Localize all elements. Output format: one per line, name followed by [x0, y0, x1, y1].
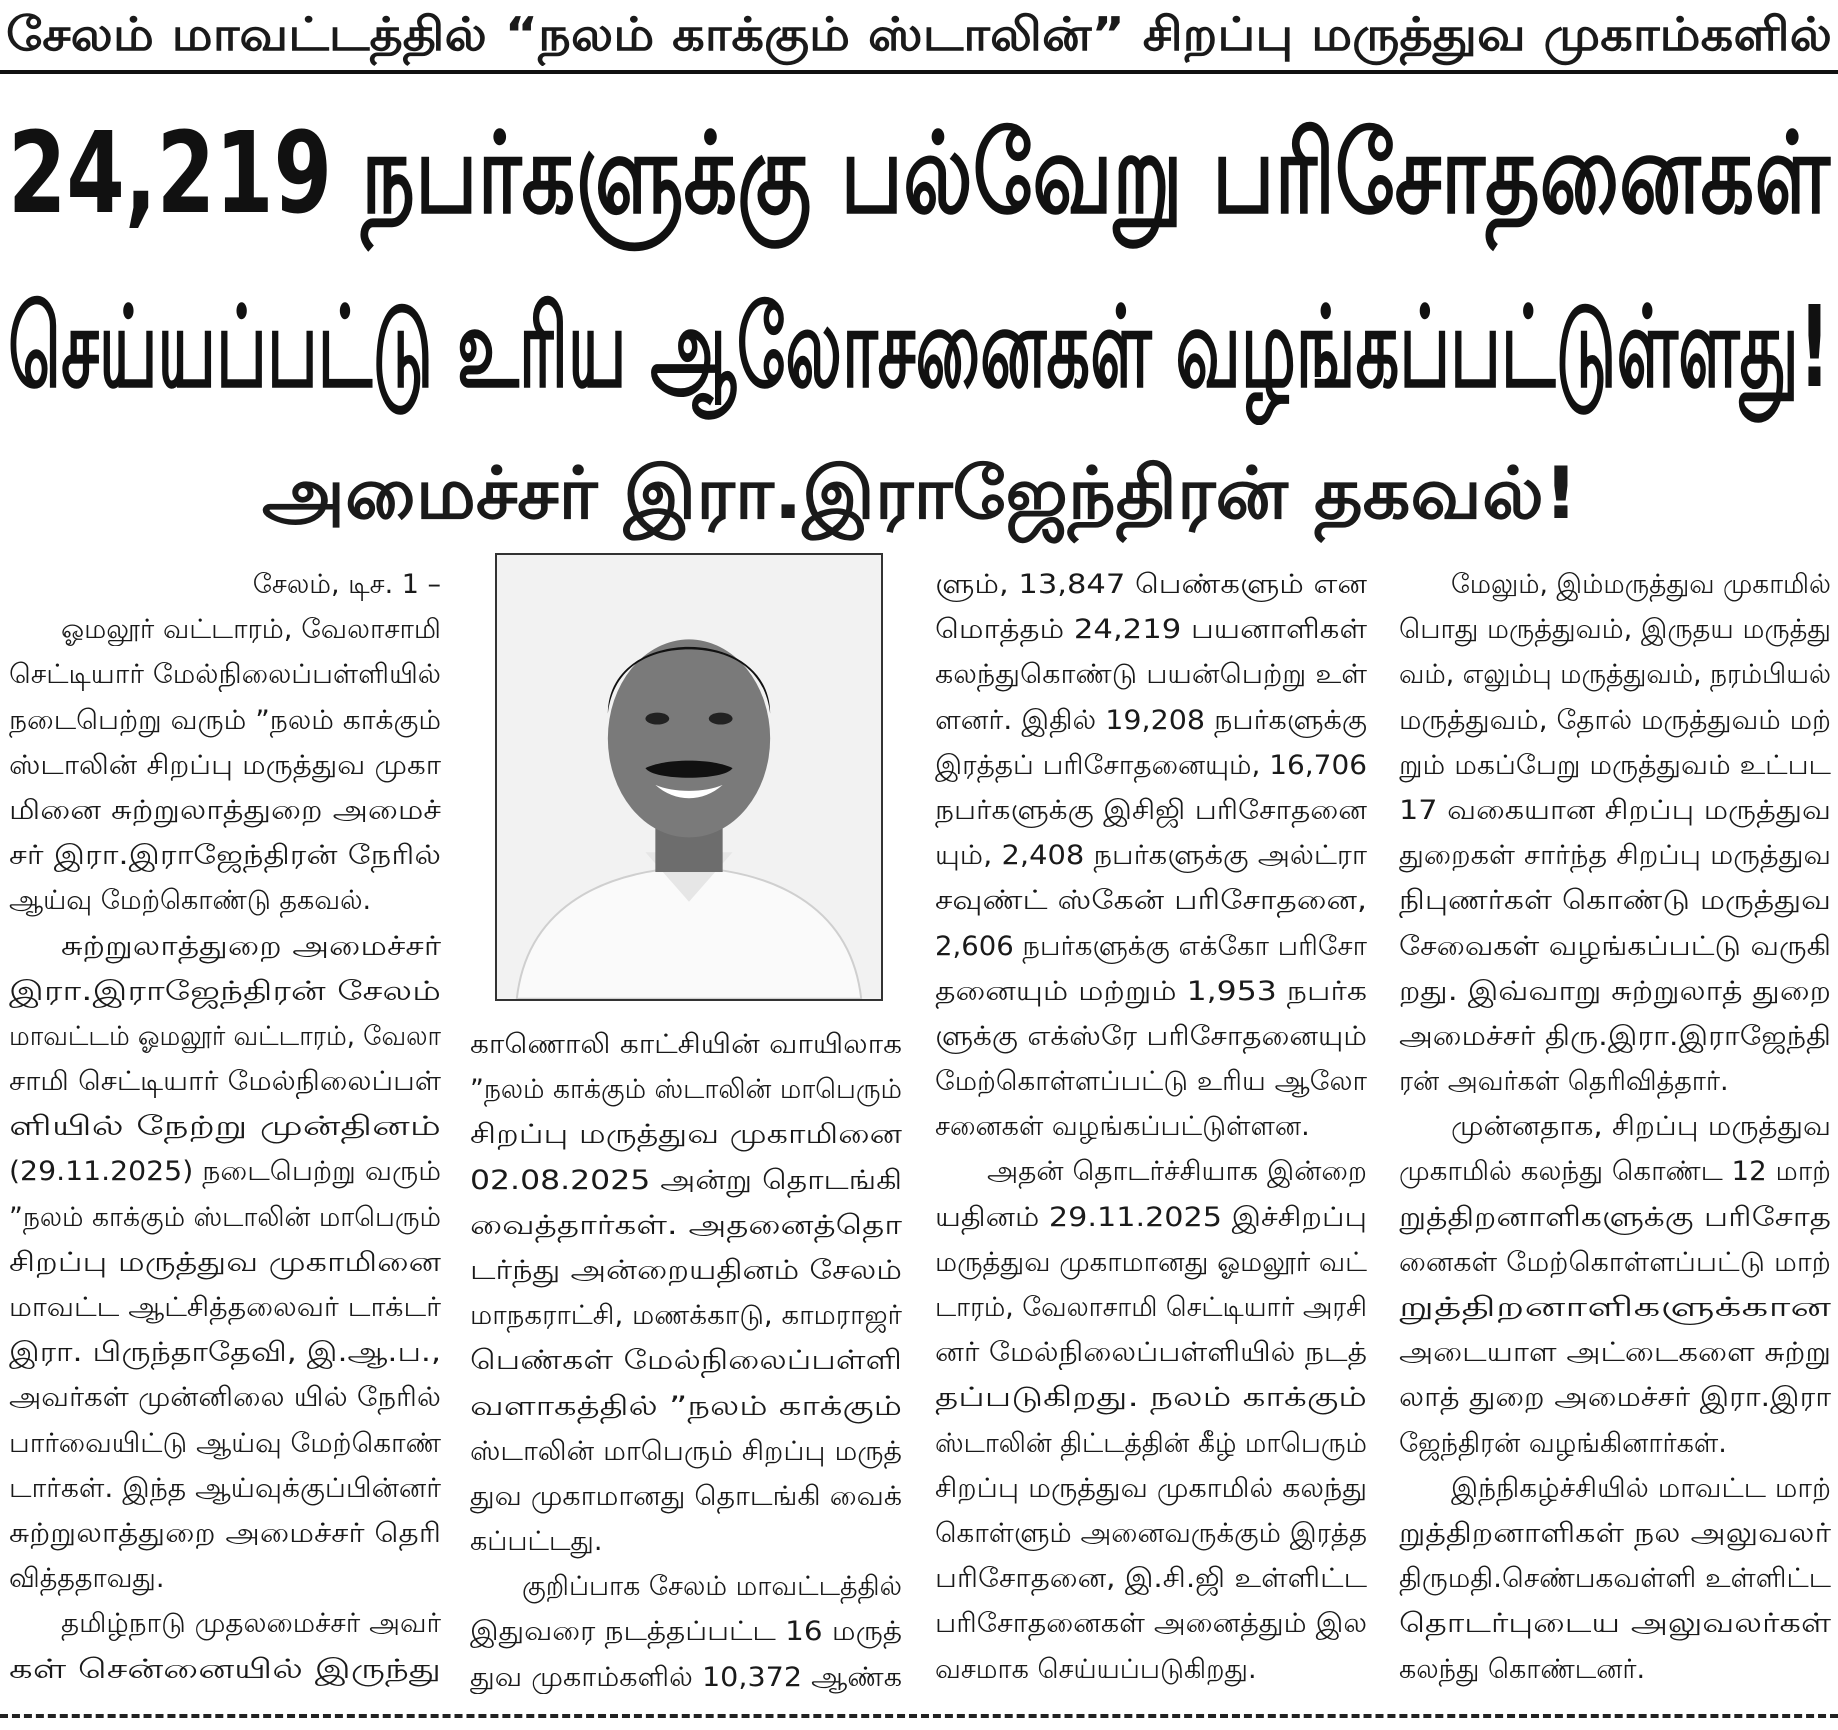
- text-line: [9, 698, 441, 743]
- text-line: [1399, 1014, 1831, 1059]
- text-line: [9, 969, 441, 1014]
- text-line: [9, 1375, 441, 1420]
- text-line-content: சிறப்பு மருத்துவ முகாமில் கலந்து: [935, 1472, 1367, 1504]
- text-line: [470, 1655, 902, 1700]
- text-line-content: அதன் தொடர்ச்சியாக இன்றை: [987, 1156, 1367, 1188]
- text-line-content: கப்பட்டது.: [470, 1526, 603, 1558]
- text-line-content: ஜேந்திரன் வழங்கினார்கள்.: [1399, 1427, 1727, 1459]
- text-line: [935, 878, 1367, 923]
- text-line-content: மொத்தம் 24,219 பயனாளிகள்: [935, 614, 1367, 646]
- subheadline: [262, 452, 1578, 536]
- text-line-content: துறைகள் சார்ந்த சிறப்பு மருத்துவ: [1399, 840, 1831, 872]
- text-line-content: திருமதி.செண்பகவள்ளி உள்ளிட்ட: [1399, 1563, 1831, 1595]
- text-line: [1399, 788, 1831, 833]
- text-line-content: பார்வையிட்டு ஆய்வு மேற்கொண்: [9, 1427, 441, 1459]
- text-line: [935, 1240, 1367, 1285]
- text-line: [470, 1067, 902, 1112]
- text-line-content: பரிசோதனை, இ.சி.ஜி உள்ளிட்ட: [935, 1563, 1367, 1595]
- text-line-content: ஸ்டாலின் மாபெரும் சிறப்பு மருத்: [470, 1435, 902, 1467]
- text-line: [9, 1104, 441, 1149]
- headline-line-1: [8, 110, 1830, 240]
- text-line: [1399, 1375, 1831, 1420]
- text-line: [470, 1248, 902, 1293]
- text-line: [1399, 1104, 1831, 1149]
- text-line: [470, 1519, 902, 1564]
- subheadline-text: அமைச்சர் இரா.இராஜேந்திரன் தகவல்!: [262, 451, 1578, 535]
- text-line-content: ளுக்கு எக்ஸ்ரே பரிசோதனையும்: [935, 1020, 1367, 1052]
- person-portrait-icon: [497, 555, 881, 999]
- text-line-content: மேற்கொள்ளப்பட்டு உரிய ஆலோ: [935, 1066, 1367, 1098]
- text-line: [935, 1647, 1367, 1692]
- text-line-content: மாவட்டம் ஓமலூர் வட்டாரம், வேலா: [9, 1020, 441, 1052]
- text-line: [935, 833, 1367, 878]
- kicker-text: சேலம் மாவட்டத்தில் “நலம் காக்கும் ஸ்டாலின்” சிறப்பு மருத்துவ முகாம்களில்: [6, 7, 1832, 61]
- text-line-content: தொடர்புடைய அலுவலர்கள்: [1399, 1608, 1831, 1640]
- text-line-content: சுற்றுலாத்துறை அமைச்சர்: [61, 930, 441, 962]
- text-line-content: மாநகராட்சி, மணக்காடு, காமராஜர்: [470, 1300, 902, 1332]
- text-line: [935, 743, 1367, 788]
- text-line-content: டர்ந்து அன்றையதினம் சேலம்: [470, 1254, 902, 1286]
- text-line-content: இந்நிகழ்ச்சியில் மாவட்ட மாற்: [1451, 1472, 1831, 1504]
- text-line-content: வம், எலும்பு மருத்துவம், நரம்பியல்: [1399, 659, 1831, 691]
- text-line-content: சனைகள் வழங்கப்பட்டுள்ளன.: [935, 1111, 1310, 1143]
- bottom-dashed-divider: [0, 1714, 1838, 1718]
- text-line-content: முன்னதாக, சிறப்பு மருத்துவ: [1451, 1111, 1831, 1143]
- text-line: [1399, 698, 1831, 743]
- text-line-content: கள் சென்னையில் இருந்து: [9, 1653, 441, 1685]
- text-line: [935, 1330, 1367, 1375]
- text-line: [9, 1059, 441, 1104]
- text-line-content: னர் மேல்நிலைப்பள்ளியில் நடத்: [935, 1337, 1367, 1369]
- headline-line-2: [8, 284, 1830, 414]
- text-line-content: யதினம் 29.11.2025 இச்சிறப்பு: [935, 1201, 1367, 1233]
- text-line-content: கலந்து கொண்டனர்.: [1399, 1653, 1646, 1685]
- text-line: [470, 1384, 902, 1429]
- text-line: [9, 1466, 441, 1511]
- text-line-content: டார்கள். இந்த ஆய்வுக்குப்பின்னர்: [9, 1472, 442, 1504]
- text-line: [1399, 652, 1831, 697]
- text-line-content: கலந்துகொண்டு பயன்பெற்று உள்: [935, 659, 1367, 691]
- text-line-content: மேலும், இம்மருத்துவ முகாமில்: [1451, 569, 1831, 600]
- text-line: [935, 1104, 1367, 1149]
- text-line-content: மருத்துவம், தோல் மருத்துவம் மற்: [1399, 704, 1831, 736]
- text-line-content: மாவட்ட ஆட்சித்தலைவர் டாக்டர்: [9, 1292, 441, 1323]
- kicker-underline-divider: [0, 70, 1838, 74]
- text-line-content: அவர்கள் முன்னிலை யில் நேரில்: [9, 1382, 441, 1414]
- text-line-content: கொள்ளும் அனைவருக்கும் இரத்த: [935, 1517, 1367, 1549]
- text-line: [470, 1564, 902, 1609]
- text-line: [1399, 833, 1831, 878]
- text-line-content: தமிழ்நாடு முதலமைச்சர் அவர்: [61, 1608, 441, 1640]
- text-line: [935, 1195, 1367, 1240]
- text-line: [9, 1195, 441, 1240]
- text-line-content: நபர்களுக்கு இசிஜி பரிசோதனை: [935, 794, 1367, 826]
- article-column-1: [9, 562, 441, 1692]
- text-line-content: நிபுணர்கள் கொண்டு மருத்துவ: [1399, 885, 1831, 917]
- text-line: [470, 1429, 902, 1474]
- text-line: [9, 878, 441, 923]
- text-line: [935, 1285, 1367, 1330]
- text-line-content: காணொலி காட்சியின் வாயிலாக: [470, 1029, 902, 1060]
- text-line-content: 02.08.2025 அன்று தொடங்கி: [470, 1164, 902, 1196]
- text-line-content: சிறப்பு மருத்துவ முகாமினை: [470, 1119, 902, 1151]
- text-line-content: நடைபெற்று வரும் ”நலம் காக்கும்: [9, 704, 441, 736]
- text-line-content: தப்படுகிறது. நலம் காக்கும்: [935, 1382, 1367, 1414]
- text-line: [935, 969, 1367, 1014]
- text-line: [470, 1474, 902, 1519]
- text-line: [1399, 1556, 1831, 1601]
- text-line-content: ளியில் நேற்று முன்தினம்: [9, 1111, 441, 1143]
- text-line: [9, 652, 441, 697]
- text-line-content: வசமாக செய்யப்படுகிறது.: [935, 1653, 1257, 1685]
- text-line: [935, 607, 1367, 652]
- text-line-content: யும், 2,408 நபர்களுக்கு அல்ட்ரா: [935, 840, 1367, 872]
- headline-text: செய்யப்பட்டு உரிய ஆலோசனைகள் வழங்கப்பட்டுள்ளது!: [8, 283, 1830, 413]
- text-line: [9, 1511, 441, 1556]
- text-line-content: ளும், 13,847 பெண்களும் என: [935, 569, 1367, 600]
- text-line: [935, 562, 1367, 607]
- text-line-content: (29.11.2025) நடைபெற்று வரும்: [9, 1156, 441, 1188]
- text-line: [1399, 1601, 1831, 1646]
- text-line-content: சேலம், டிச. 1 –: [252, 569, 441, 600]
- text-line: [9, 833, 441, 878]
- text-line: [1399, 1059, 1831, 1104]
- text-line: [9, 1014, 441, 1059]
- text-line: [9, 924, 441, 969]
- text-line-content: வித்ததாவது.: [9, 1563, 165, 1595]
- kicker-strapline: [6, 4, 1832, 66]
- text-line: [470, 1609, 902, 1654]
- article-column-4: [1399, 562, 1831, 1692]
- text-line: [935, 1375, 1367, 1420]
- text-line-content: பெண்கள் மேல்நிலைப்பள்ளி: [470, 1345, 902, 1377]
- text-line-content: சிறப்பு மருத்துவ முகாமினை: [9, 1246, 442, 1278]
- text-line-content: 2,606 நபர்களுக்கு எக்கோ பரிசோ: [935, 930, 1367, 962]
- text-line-content: துவ முகாமானது தொடங்கி வைக்: [470, 1480, 902, 1512]
- text-line-content: ரன் அவர்கள் தெரிவித்தார்.: [1399, 1066, 1729, 1098]
- article-column-2: [470, 1022, 902, 1700]
- text-line: [935, 1466, 1367, 1511]
- text-line: [9, 1285, 441, 1330]
- text-line-content: செட்டியார் மேல்நிலைப்பள்ளியில்: [9, 659, 441, 691]
- text-line: [1399, 1647, 1831, 1692]
- text-line-content: ”நலம் காக்கும் ஸ்டாலின் மாபெரும்: [470, 1074, 902, 1106]
- text-line-content: மருத்துவ முகாமானது ஓமலூர் வட்: [935, 1246, 1367, 1278]
- text-line-content: ஸ்டாலின் சிறப்பு மருத்துவ முகா: [9, 749, 442, 781]
- text-line-content: சேவைகள் வழங்கப்பட்டு வருகி: [1399, 930, 1831, 962]
- text-line-content: ”நலம் காக்கும் ஸ்டாலின் மாபெரும்: [9, 1201, 441, 1233]
- text-line: [470, 1022, 902, 1067]
- text-line-content: னைகள் மேற்கொள்ளப்பட்டு மாற்: [1399, 1246, 1831, 1278]
- portrait-photo: [495, 553, 883, 1001]
- text-line: [935, 1556, 1367, 1601]
- text-line: [1399, 1421, 1831, 1466]
- text-line: [935, 1149, 1367, 1194]
- text-line: [9, 1240, 441, 1285]
- text-line: [1399, 878, 1831, 923]
- text-line-content: குறிப்பாக சேலம் மாவட்டத்தில்: [522, 1571, 902, 1603]
- text-line: [935, 698, 1367, 743]
- text-line: [1399, 562, 1831, 607]
- text-line-content: பரிசோதனைகள் அனைத்தும் இல: [935, 1608, 1367, 1640]
- text-line-content: ஓமலூர் வட்டாரம், வேலாசாமி: [61, 614, 441, 646]
- text-line: [935, 924, 1367, 969]
- text-line: [935, 1059, 1367, 1104]
- text-line: [9, 562, 441, 607]
- text-line: [9, 788, 441, 833]
- text-line: [1399, 1330, 1831, 1375]
- text-line-content: அடையாள அட்டைகளை சுற்று: [1399, 1337, 1831, 1369]
- text-line: [470, 1158, 902, 1203]
- text-line-content: ளனர். இதில் 19,208 நபர்களுக்கு: [935, 704, 1367, 736]
- text-line-content: லாத் துறை அமைச்சர் இரா.இரா: [1399, 1382, 1831, 1414]
- text-line-content: றது. இவ்வாறு சுற்றுலாத் துறை: [1399, 975, 1831, 1007]
- text-line-content: சர் இரா.இராஜேந்திரன் நேரில்: [9, 840, 441, 872]
- text-line: [9, 1149, 441, 1194]
- text-line-content: சாமி செட்டியார் மேல்நிலைப்பள்: [9, 1066, 441, 1098]
- text-line: [935, 1511, 1367, 1556]
- text-line-content: றும் மகப்பேறு மருத்துவம் உட்பட: [1399, 749, 1831, 781]
- text-line-content: அமைச்சர் திரு.இரா.இராஜேந்தி: [1399, 1020, 1831, 1052]
- text-line-content: வளாகத்தில் ”நலம் காக்கும்: [470, 1390, 902, 1422]
- text-line-content: இரா. பிருந்தாதேவி, இ.ஆ.ப.,: [9, 1337, 441, 1369]
- text-line: [470, 1293, 902, 1338]
- text-line: [935, 652, 1367, 697]
- text-line: [1399, 1285, 1831, 1330]
- text-line-content: முகாமில் கலந்து கொண்ட 12 மாற்: [1399, 1156, 1831, 1188]
- headline-text: 24,219 நபர்களுக்கு பல்வேறு பரிசோதனைகள்: [8, 109, 1830, 239]
- article-column-3: [935, 562, 1367, 1692]
- text-line: [1399, 743, 1831, 788]
- text-line-content: றுத்திறனாளிகளுக்கான: [1399, 1292, 1831, 1323]
- text-line-content: றுத்திறனாளிகள் நல அலுவலர்: [1399, 1517, 1831, 1549]
- text-line-content: பொது மருத்துவம், இருதய மருத்து: [1399, 614, 1831, 646]
- text-line-content: றுத்திறனாளிகளுக்கு பரிசோத: [1399, 1201, 1831, 1233]
- text-line: [1399, 607, 1831, 652]
- text-line-content: 17 வகையான சிறப்பு மருத்துவ: [1399, 794, 1831, 826]
- text-line: [935, 1421, 1367, 1466]
- text-line: [935, 1601, 1367, 1646]
- text-line-content: சவுண்ட் ஸ்கேன் பரிசோதனை,: [935, 885, 1367, 917]
- text-line: [1399, 924, 1831, 969]
- text-line: [935, 1014, 1367, 1059]
- text-line-content: தனையும் மற்றும் 1,953 நபர்க: [935, 975, 1367, 1007]
- text-line-content: டாரம், வேலாசாமி செட்டியார் அரசி: [935, 1292, 1367, 1323]
- text-line: [9, 1647, 441, 1692]
- text-line-content: ஸ்டாலின் திட்டத்தின் கீழ் மாபெரும்: [935, 1427, 1367, 1459]
- text-line: [9, 1601, 441, 1646]
- text-line-content: இரத்தப் பரிசோதனையும், 16,706: [935, 749, 1367, 781]
- text-line: [1399, 1466, 1831, 1511]
- text-line-content: இதுவரை நடத்தப்பட்ட 16 மருத்: [470, 1616, 902, 1648]
- text-line: [9, 607, 441, 652]
- text-line-content: மினை சுற்றுலாத்துறை அமைச்: [9, 794, 441, 826]
- text-line: [9, 1556, 441, 1601]
- text-line: [1399, 1511, 1831, 1556]
- text-line: [1399, 1240, 1831, 1285]
- text-line-content: சுற்றுலாத்துறை அமைச்சர் தெரி: [9, 1517, 441, 1549]
- text-line: [9, 1421, 441, 1466]
- text-line: [1399, 1195, 1831, 1240]
- text-line: [935, 788, 1367, 833]
- text-line: [470, 1338, 902, 1383]
- text-line: [470, 1112, 902, 1157]
- text-line: [1399, 1149, 1831, 1194]
- text-line: [1399, 969, 1831, 1014]
- text-line: [9, 1330, 441, 1375]
- text-line: [9, 743, 441, 788]
- text-line-content: துவ முகாம்களில் 10,372 ஆண்க: [470, 1661, 902, 1693]
- text-line-content: இரா.இராஜேந்திரன் சேலம்: [9, 975, 441, 1007]
- text-line: [470, 1203, 902, 1248]
- text-line-content: வைத்தார்கள். அதனைத்தொ: [470, 1209, 902, 1241]
- text-line-content: ஆய்வு மேற்கொண்டு தகவல்.: [9, 885, 372, 917]
